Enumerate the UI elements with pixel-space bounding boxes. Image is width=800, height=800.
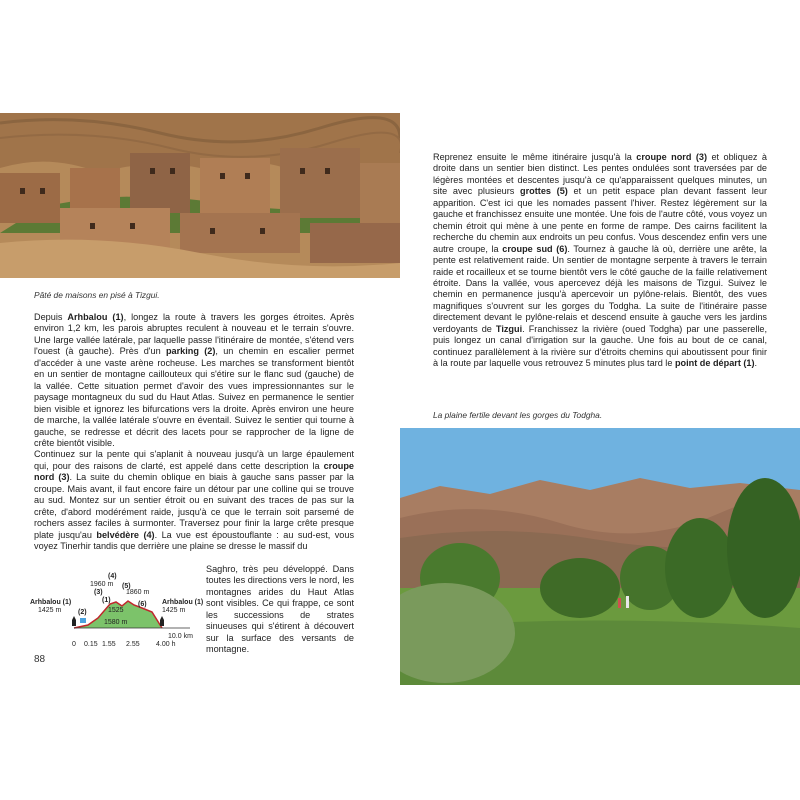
- right-text-column: Reprenez ensuite le même itinéraire jusqu'à la croupe nord (3) et obliquez à droite dans un sentier bien distinct. Les pentes ondulées sont traversées par de légères montées et descentes jusqu'à ce qu'apparaissent quelques minutes, un site avec plusieurs grottes (5) et un petit espace plan devant fassent leur apparition. C'est ici que les nomades passent l'hiver. Restez légèrement sur la gauche et franchissez ensuite une montée. Une fois de l'autre côté, vous voyez un chemin étroit qui mène à une pente en forme de rampe. Des cairns facilitent la recherche du chemin aux endroits un peu confus. Vous descendez enfin vers une autre croupe, la croupe sud (6). Tournez à gauche là où, derrière une arête, la pente est relativement raide. Un sentier de montagne serpente à travers le terrain raide et rocailleux et se tourne bientôt vers le côté gauche de la faille relativement étroite. Dans la vallée, vous apercevez déjà les maisons de Tizgui. Suivez le chemin en permanence jusqu'à apercevoir un pylône-relais. Bientôt, des vues magnifiques s'ouvrent sur les gorges du Todgha. La suite de l'itinéraire passe directement devant le pylône-relais et descend ensuite à gauche vers les jardins verdoyants de Tizgui. Franchissez la rivière (oued Todgha) par une passerelle, puis longez un canal d'irrigation sur la gauche. Une fois au bout de ce canal, continuez parallèlement à la rivière sur d'étroits chemins qui aboutissent pour finir à la route par laquelle vous retrouvez 5 minutes plus tard le point de départ (1).: [433, 152, 767, 369]
- left-text-column: [34, 312, 354, 553]
- profile-end-name: Arhbalou (1): [162, 599, 204, 606]
- left-photo-caption: Pâté de maisons en pisé à Tizgui.: [34, 290, 160, 300]
- svg-text:(4): (4): [108, 573, 117, 580]
- svg-text:0: 0: [72, 641, 76, 648]
- svg-text:(5): (5): [122, 583, 131, 590]
- svg-text:1425 m: 1425 m: [38, 607, 62, 614]
- todgha-plain-photo: [400, 428, 800, 685]
- page-number: 88: [34, 654, 46, 665]
- svg-text:4.00 h: 4.00 h: [156, 641, 176, 648]
- tizgui-houses-photo: [0, 113, 400, 278]
- svg-text:(6): (6): [138, 601, 147, 608]
- svg-text:10.0 km: 10.0 km: [168, 633, 193, 640]
- elevation-profile: [30, 568, 204, 648]
- svg-text:(2): (2): [78, 609, 87, 616]
- svg-text:1425 m: 1425 m: [162, 607, 186, 614]
- svg-text:1580 m: 1580 m: [104, 619, 128, 626]
- svg-text:(3): (3): [94, 589, 103, 596]
- svg-text:(1): (1): [102, 597, 111, 604]
- paragraph-2: Continuez sur la pente qui s'aplanit à nouveau jusqu'à un large épaulement qui, pour des raisons de clarté, est appelé dans cette description la croupe nord (3). La suite du chemin oblique en biais à gauche sans passer par la croupe. Mais avant, il faut encore faire un détour par une colline qui se trouve au sud. Montez sur un sentier étroit ou en suivant des traces de pas sur la crête, d'abord modérément raide, jusqu'à ce que le terrain soit parsemé de rochers assez faciles à surmonter. Traversez pour finir la large crête presque plate jusqu'au belvédère (4). La vue est époustouflante : au sud-est, vous voyez Tinerhir tandis que derrière une plaine se dresse le massif du: [34, 449, 355, 552]
- svg-text:1960 m: 1960 m: [90, 581, 114, 588]
- svg-text:1860 m: 1860 m: [126, 589, 150, 596]
- right-photo-caption: La plaine fertile devant les gorges du Todgha.: [433, 410, 603, 420]
- left-text-continued: Saghro, très peu développé. Dans toutes les directions vers le nord, les montagnes arides du Haut Atlas sont visibles. Ce qui frappe, ce sont les successions de strates sinueuses qui s'étirent à découvert sur la surface des versants de montagne.: [206, 564, 354, 655]
- svg-text:2.55: 2.55: [126, 641, 140, 648]
- profile-start-name: Arhbalou (1): [30, 599, 72, 606]
- svg-text:0.15: 0.15: [84, 641, 98, 648]
- svg-text:1525: 1525: [108, 607, 124, 614]
- svg-text:1.55: 1.55: [102, 641, 116, 648]
- paragraph-1: Depuis Arhbalou (1), longez la route à travers les gorges étroites. Après environ 1,2 km, les parois abruptes reculent à nouveau et le terrain s'ouvre. Une large vallée latérale, par laquelle passe l'itinéraire de montée, s'étend vers l'ouest (à gauche). Près d'un parking (2), un chemin en escalier permet d'accéder à une vaste arène rocheuse. Les marches se transforment bientôt en un sentier de montagne caillouteux qui s'étire sur le flanc sud (gauche) de la vallée. Cette situation permet d'avoir des vues impressionnantes sur le paysage montagneux du sud du Haut Atlas. Suivez en permanence le sentier bien visible et ignorez les bifurcations vers la droite. Après environ une heure de marche, la vallée latérale s'ouvre en éventail. Suivez le sentier qui tourne à gauche, se redresse et décrit des lacets pour se rapprocher de la ligne de crête bientôt visible.: [34, 312, 355, 448]
